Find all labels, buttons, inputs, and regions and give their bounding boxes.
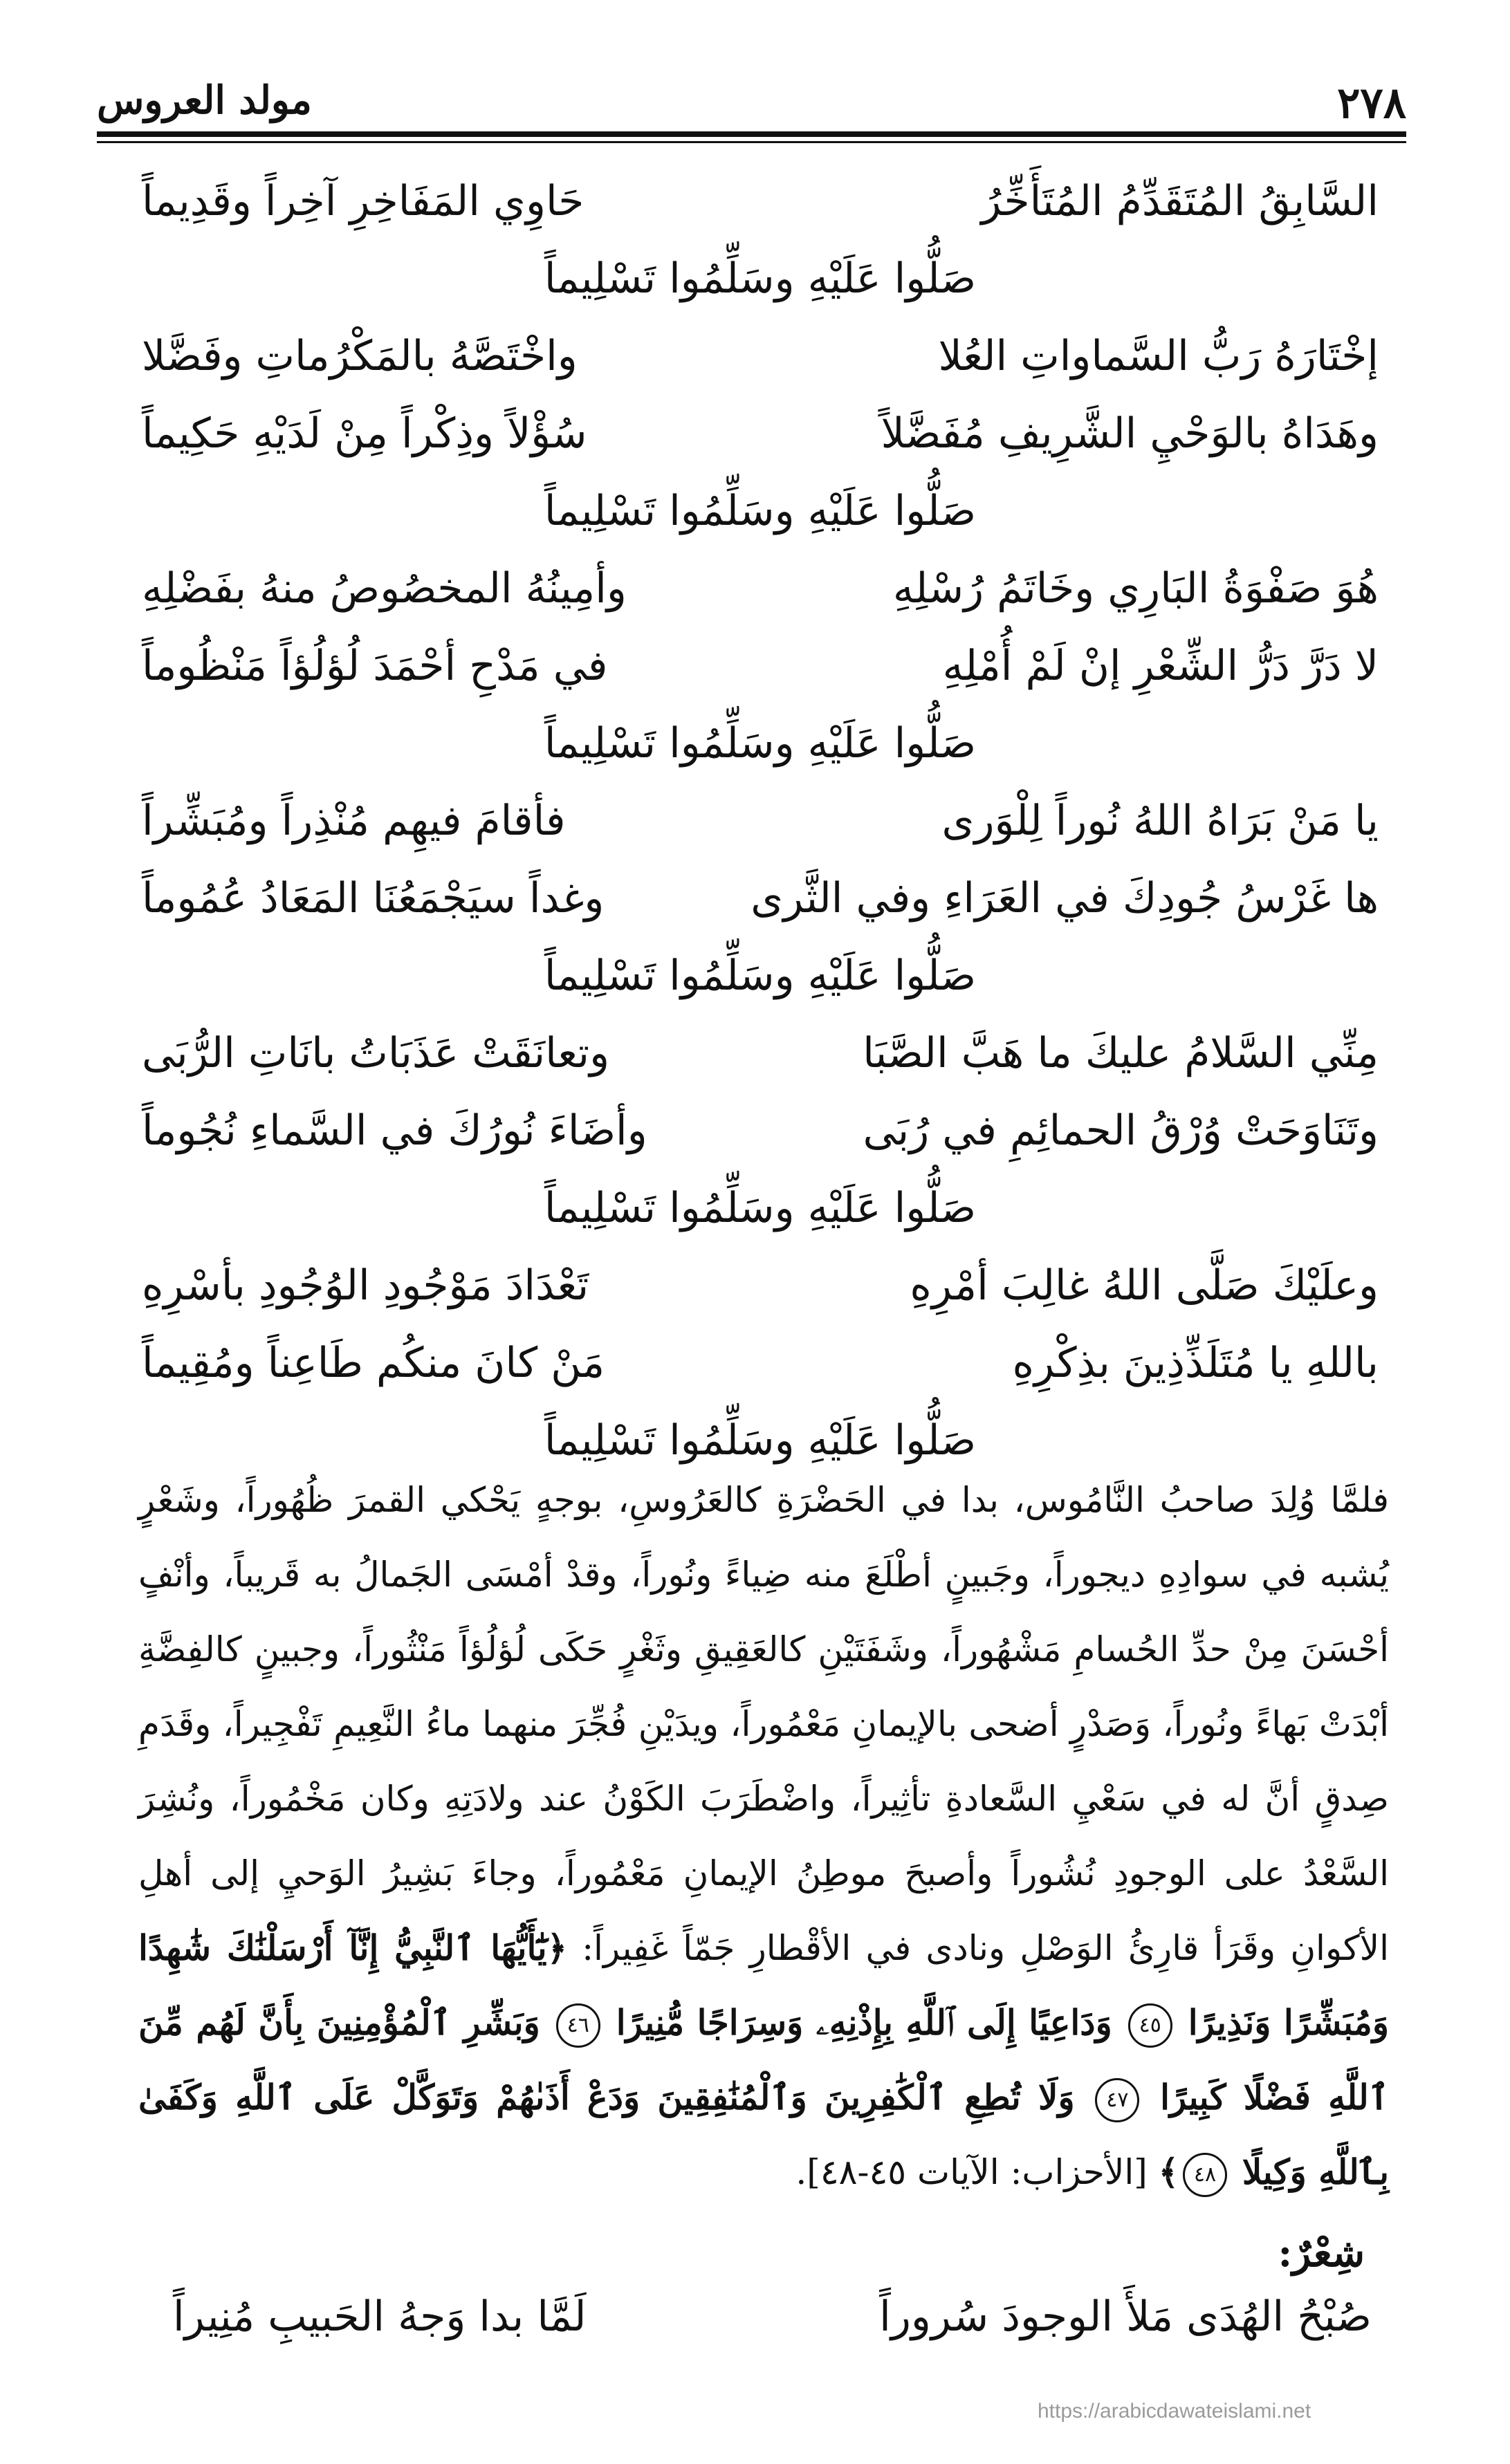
hemistich-right: صُبْحُ الهُدَى مَلأَ الوجودَ سُروراً: [879, 2292, 1372, 2341]
hemistich-right: السَّابِقُ المُتَقَدِّمُ المُتَأَخِّرُ: [981, 177, 1379, 225]
hemistich-left: في مَدْحِ أحْمَدَ لُؤلُؤاً مَنْظُوماً: [142, 642, 608, 690]
header-rule-thick: [97, 131, 1406, 137]
hemistich-left: لَمَّا بدا وَجهُ الحَبيبِ مُنِيراً: [173, 2292, 587, 2341]
quran-open-bracket: ﴿: [546, 1927, 567, 1968]
poem-refrain: [142, 240, 1379, 317]
hemistich-right: يا مَنْ بَرَاهُ اللهُ نُوراً لِلْوَرى: [941, 797, 1379, 845]
quran-close-bracket: ﴾: [1158, 2151, 1179, 2192]
running-title: مولد العروس: [97, 77, 312, 123]
hemistich-left: حَاوِي المَفَاخِرِ آخِراً وقَدِيماً: [142, 177, 584, 225]
ayah-number-48: ٤٨: [1183, 2153, 1227, 2197]
poem-couplet: [142, 1247, 1379, 1324]
poem-refrain: [142, 937, 1379, 1015]
poem-couplet: [142, 550, 1379, 627]
poem-couplet: [142, 1324, 1379, 1402]
quran-verse-48: وَلَا تُطِعِ ٱلْكَٰفِرِينَ وَٱلْمُنَٰفِقِينَ وَدَعْ أَذَىٰهُمْ وَتَوَكَّلْ عَلَى ٱللَّهِ وَكَفَىٰ بِٱللَّهِ وَكِيلًا: [138, 2077, 1389, 2192]
refrain-text: صَلُّوا عَلَيْهِ وسَلِّمُوا تَسْلِيماً: [544, 719, 977, 768]
quran-citation: [الأحزاب: الآيات ٤٥-٤٨].: [795, 2152, 1148, 2192]
hemistich-left: وتعانَقَتْ عَذَبَاتُ بانَاتِ الرُّبَى: [142, 1029, 610, 1077]
ayah-number-47: ٤٧: [1095, 2078, 1139, 2122]
poem-block: [142, 163, 1379, 1479]
site-watermark: https://arabicdawateislami.net: [1038, 2400, 1311, 2423]
hemistich-right: هُوَ صَفْوَةُ البَارِي وخَاتَمُ رُسْلِهِ: [892, 564, 1379, 613]
final-couplet: [173, 2282, 1372, 2351]
quran-verse-47: وَبَشِّرِ ٱلْمُؤْمِنِينَ بِأَنَّ لَهُم مِّنَ ٱللَّهِ فَضْلًا كَبِيرًا: [138, 2002, 1389, 2118]
hemistich-right: وهَدَاهُ بالوَحْيِ الشَّرِيفِ مُفَضَّلاً: [881, 409, 1379, 458]
prose-text: فلمَّا وُلِدَ صاحبُ النَّامُوس، بدا في الحَضْرَةِ كالعَرُوسِ، بوجهٍ يَحْكي القمرَ ظُهُوراً، وشَعْرٍ يُشبه في سوادِهِ ديجوراً، وجَبينٍ أطْلَعَ منه ضِياءً ونُوراً، وقدْ أمْسَى الجَمالُ به قَريباً، وأنْفٍ أحْسَنَ مِنْ حدِّ الحُسامِ مَشْهُوراً، وشَفَتَيْنِ كالعَقِيقِ وثَغْرٍ حَكَى لُؤلُؤاً مَنْثُوراً، وجبينٍ كالفِضَّةِ أبْدَتْ بَهاءً ونُوراً، وَصَدْرٍ أضحى بالإيمانِ مَعْمُوراً، ويدَيْنِ فُجِّرَ منهما ماءُ النَّعِيمِ تَفْجِيراً، وقَدَمِ صِدقٍ أنَّ له في سَعْيِ السَّعادةِ تأثِيراً، واضْطَرَبَ الكَوْنُ عند ولادَتِهِ وكان مَخْمُوراً، ونُشِرَ السَّعْدُ على الوجودِ نُشُوراً وأصبحَ موطِنُ الإيمانِ مَعْمُوراً، وجاءَ بَشِيرُ الوَحيِ إلى أهلِ الأكوانِ وقَرَأ قارِئُ الوَصْلِ ونادى في الأقْطارِ جَمّاً غَفِيراً:: [138, 1480, 1389, 1968]
hemistich-left: تَعْدَادَ مَوْجُودِ الوُجُودِ بأسْرِهِ: [142, 1261, 589, 1310]
poem-couplet: [142, 782, 1379, 860]
poetry-label: شِعْرٌ:: [1278, 2230, 1365, 2276]
poem-couplet: [142, 317, 1379, 395]
hemistich-left: سُؤْلاً وذِكْراً مِنْ لَدَيْهِ حَكِيماً: [142, 409, 587, 458]
quran-verse-46: وَدَاعِيًا إِلَى ٱللَّهِ بِإِذْنِهِۦ وَسِرَاجًا مُّنِيرًا: [616, 2002, 1112, 2043]
hemistich-left: وغداً سيَجْمَعُنَا المَعَادُ عُمُوماً: [142, 874, 605, 923]
hemistich-left: مَنْ كانَ منكُم طَاعِناً ومُقِيماً: [142, 1339, 605, 1387]
hemistich-right: باللهِ يا مُتَلَذِّذِينَ بذِكْرِهِ: [1012, 1339, 1379, 1387]
poem-couplet: [142, 1092, 1379, 1169]
poem-couplet: [142, 163, 1379, 240]
header-rule-thin: [97, 141, 1406, 143]
poem-refrain: [142, 1169, 1379, 1247]
hemistich-right: وتَنَاوَحَتْ وُرْقُ الحمائِمِ في رُبَى: [863, 1106, 1379, 1155]
refrain-text: صَلُّوا عَلَيْهِ وسَلِّمُوا تَسْلِيماً: [544, 487, 977, 535]
page-number: ٢٧٨: [1337, 77, 1406, 128]
hemistich-left: وأمِينُهُ المخصُوصُ منهُ بفَضْلِهِ: [142, 564, 627, 613]
poem-couplet: [142, 395, 1379, 472]
poem-refrain: [142, 472, 1379, 550]
hemistich-right: إخْتَارَهُ رَبُّ السَّماواتِ العُلا: [938, 332, 1379, 380]
hemistich-left: وأضَاءَ نُورُكَ في السَّماءِ نُجُوماً: [142, 1106, 647, 1155]
hemistich-left: فأقامَ فيهِم مُنْذِراً ومُبَشِّراً: [142, 797, 566, 845]
refrain-text: صَلُّوا عَلَيْهِ وسَلِّمُوا تَسْلِيماً: [544, 952, 977, 1000]
poem-couplet: [142, 627, 1379, 705]
page-header: [97, 69, 1406, 138]
hemistich-right: وعلَيْكَ صَلَّى اللهُ غالِبَ أمْرِهِ: [910, 1261, 1379, 1310]
quran-verse-45: يَٰٓأَيُّهَا ٱلنَّبِيُّ إِنَّآ أَرْسَلْنَٰكَ شَٰهِدًا وَمُبَشِّرًا وَنَذِيرًا: [138, 1927, 1389, 2043]
hemistich-left: واخْتَصَّهُ بالمَكْرُماتِ وفَضَّلا: [142, 332, 578, 380]
hemistich-right: ها غَرْسُ جُودِكَ في العَرَاءِ وفي الثَّرى: [751, 874, 1379, 923]
refrain-text: صَلُّوا عَلَيْهِ وسَلِّمُوا تَسْلِيماً: [544, 1416, 977, 1465]
refrain-text: صَلُّوا عَلَيْهِ وسَلِّمُوا تَسْلِيماً: [544, 254, 977, 303]
poem-couplet: [142, 1015, 1379, 1092]
refrain-text: صَلُّوا عَلَيْهِ وسَلِّمُوا تَسْلِيماً: [544, 1184, 977, 1232]
ayah-number-45: ٤٥: [1128, 2003, 1172, 2048]
prose-paragraph: [138, 1463, 1389, 2210]
hemistich-right: لا دَرَّ دَرُّ الشِّعْرِ إنْ لَمْ أُمْلِهِ: [942, 642, 1379, 690]
poem-refrain: [142, 705, 1379, 782]
hemistich-right: مِنِّي السَّلامُ عليكَ ما هَبَّ الصَّبَا: [863, 1029, 1379, 1077]
ayah-number-46: ٤٦: [556, 2003, 600, 2048]
poem-couplet: [142, 860, 1379, 937]
